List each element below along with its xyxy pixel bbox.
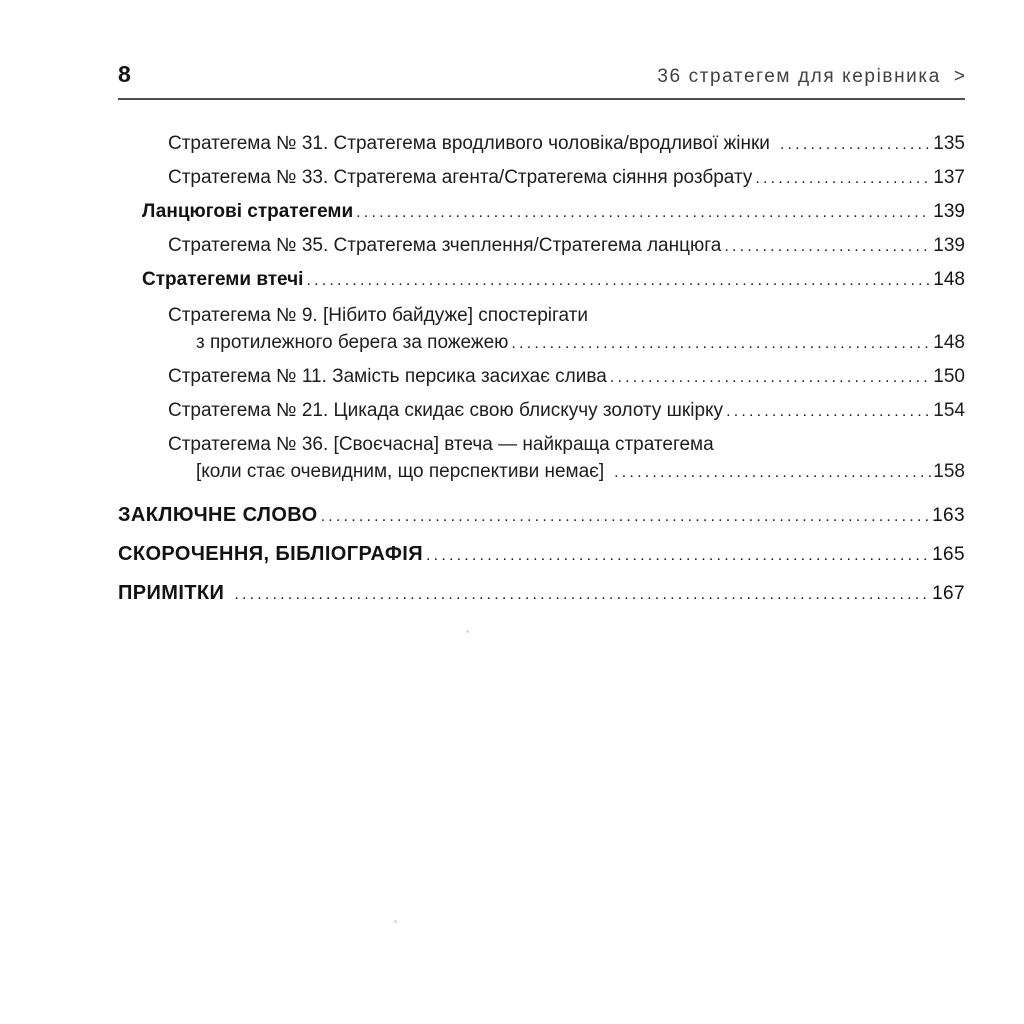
running-head-title: 36 стратегем для керівника — [657, 66, 941, 87]
toc-entry — [118, 130, 965, 158]
toc-entry-page: 150 — [933, 366, 965, 387]
toc-entry-title: [коли стає очевидним, що перспективи немає] — [196, 461, 605, 482]
toc-major-page: 167 — [932, 583, 965, 604]
dot-leader — [355, 199, 931, 226]
toc-entry-title: Стратегема № 36. [Своєчасна] втеча — найкраща стратегема — [168, 434, 714, 455]
toc-entry-title: Стратегема № 9. [Нібито байдуже] спостерігати — [168, 305, 588, 326]
toc-entry-title: з протилежного берега за пожежею — [196, 332, 509, 353]
toc-entry — [118, 302, 965, 329]
dot-leader — [754, 165, 931, 192]
toc-entry-title: Стратегема № 35. Стратегема зчеплення/Стратегема ланцюга — [168, 235, 722, 256]
toc-entry — [118, 397, 965, 425]
dot-leader — [725, 398, 931, 425]
toc-section-page: 148 — [933, 269, 965, 290]
toc-major-heading — [118, 541, 965, 569]
toc-major-title: СКОРОЧЕННЯ, БІБЛІОГРАФІЯ — [118, 543, 424, 565]
toc-section-heading — [118, 266, 965, 294]
dot-leader — [233, 581, 930, 608]
dot-leader — [305, 267, 931, 294]
toc-major-page: 163 — [932, 505, 965, 526]
toc-entry-page: 135 — [933, 133, 965, 154]
scan-speck — [466, 630, 469, 633]
toc-entry-title: Стратегема № 21. Цикада скидає свою блискучу золоту шкірку — [168, 400, 724, 421]
table-of-contents — [118, 130, 965, 608]
dot-leader — [425, 542, 930, 569]
toc-entry-page: 154 — [933, 400, 965, 421]
toc-section-title: Ланцюгові стратегеми — [142, 201, 354, 222]
toc-entry-page: 139 — [933, 235, 965, 256]
toc-major-page: 165 — [932, 544, 965, 565]
dot-leader — [609, 364, 931, 391]
toc-entry-title: Стратегема № 33. Стратегема агента/Стратегема сіяння розбрату — [168, 167, 753, 188]
page-number: 8 — [118, 61, 131, 87]
running-head — [657, 63, 965, 91]
toc-entry — [118, 363, 965, 391]
toc-entry — [118, 431, 965, 458]
toc-back-matter — [118, 502, 965, 608]
dot-leader — [779, 131, 931, 158]
toc-entry-page: 148 — [933, 332, 965, 353]
toc-entry-continuation — [118, 329, 965, 357]
toc-entry-continuation — [118, 458, 965, 486]
toc-major-heading — [118, 502, 965, 530]
chevron-right-icon: > — [953, 66, 965, 87]
scan-speck — [394, 920, 397, 923]
toc-entry-title: Стратегема № 11. Замість персика засихає слива — [168, 366, 607, 387]
toc-section-page: 139 — [933, 201, 965, 222]
dot-leader — [320, 503, 930, 530]
toc-entry-title: Стратегема № 31. Стратегема вродливого чоловіка/вродливої жінки — [168, 133, 770, 154]
toc-major-heading — [118, 580, 965, 608]
toc-major-title: ЗАКЛЮЧНЕ СЛОВО — [118, 504, 318, 526]
toc-entry-page: 137 — [933, 167, 965, 188]
toc-section-title: Стратегеми втечі — [142, 269, 304, 290]
toc-entry — [118, 164, 965, 192]
toc-section-heading — [118, 198, 965, 226]
dot-leader — [613, 459, 931, 486]
toc-major-title: ПРИМІТКИ — [118, 582, 225, 604]
page-header — [118, 60, 965, 100]
dot-leader — [510, 330, 931, 357]
dot-leader — [723, 233, 931, 260]
toc-entry — [118, 232, 965, 260]
toc-entry-page: 158 — [933, 461, 965, 482]
